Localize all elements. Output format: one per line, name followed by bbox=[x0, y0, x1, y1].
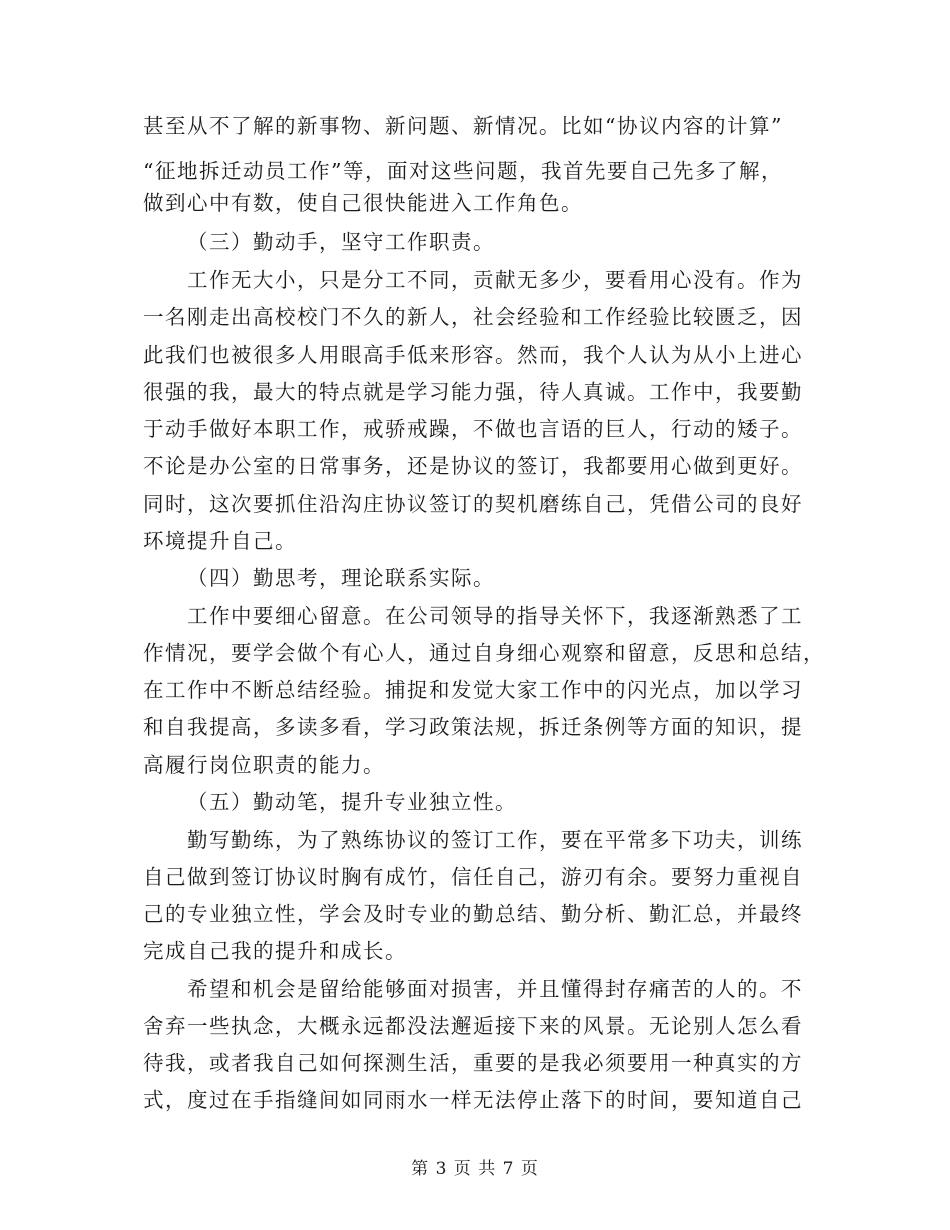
text-line: 作情况，要学会做个有心人，通过自身细心观察和留意，反思和总结， bbox=[143, 641, 825, 665]
text-line: 工作中要细心留意。在公司领导的指导关怀下，我逐渐熟悉了工 bbox=[187, 604, 803, 628]
text-line: 完成自己我的提升和成长。 bbox=[143, 939, 407, 963]
text-line: 工作无大小，只是分工不同，贡献无多少，要看用心没有。作为 bbox=[187, 268, 803, 292]
text-line: 舍弃一些执念，大概永远都没法邂逅接下来的风景。无论别人怎么看 bbox=[143, 1014, 803, 1038]
text-line: 勤写勤练，为了熟练协议的签订工作，要在平常多下功夫，训练 bbox=[187, 828, 803, 852]
text-line: 甚至从不了解的新事物、新问题、新情况。比如“协议内容的计算” bbox=[143, 114, 783, 138]
section-heading-4: （四）勤思考，理论联系实际。 bbox=[187, 566, 495, 590]
text-line: 很强的我，最大的特点就是学习能力强，待人真诚。工作中，我要勤 bbox=[143, 380, 803, 404]
text-line: 和自我提高，多读多看，学习政策法规，拆迁条例等方面的知识，提 bbox=[143, 715, 803, 739]
text-line: 做到心中有数，使自己很快能进入工作角色。 bbox=[143, 191, 583, 215]
text-line: 式，度过在手指缝间如同雨水一样无法停止落下的时间，要知道自己 bbox=[143, 1088, 803, 1112]
text-line: 待我，或者我自己如何探测生活，重要的是我必须要用一种真实的方 bbox=[143, 1051, 803, 1075]
section-heading-5: （五）勤动笔，提升专业独立性。 bbox=[187, 790, 517, 814]
text-line: 希望和机会是留给能够面对损害，并且懂得封存痛苦的人的。不 bbox=[187, 977, 803, 1001]
text-line: 不论是办公室的日常事务，还是协议的签订，我都要用心做到更好。 bbox=[143, 454, 803, 478]
text-line: “征地拆迁动员工作”等，面对这些问题，我首先要自己先多了解， bbox=[143, 159, 783, 183]
text-line: 在工作中不断总结经验。捕捉和发觉大家工作中的闪光点，加以学习 bbox=[143, 678, 803, 702]
text-line: 此我们也被很多人用眼高手低来形容。然而，我个人认为从小上进心 bbox=[143, 343, 803, 367]
section-heading-3: （三）勤动手，坚守工作职责。 bbox=[187, 230, 495, 254]
text-line: 同时，这次要抓住沿沟庄协议签订的契机磨练自己，凭借公司的良好 bbox=[143, 492, 803, 516]
text-line: 环境提升自己。 bbox=[143, 529, 297, 553]
text-line: 自己做到签订协议时胸有成竹，信任自己，游刃有余。要努力重视自 bbox=[143, 865, 803, 889]
text-line: 高履行岗位职责的能力。 bbox=[143, 753, 385, 777]
text-line: 己的专业独立性，学会及时专业的勤总结、勤分析、勤汇总，并最终 bbox=[143, 902, 803, 926]
text-line: 于动手做好本职工作，戒骄戒躁，不做也言语的巨人，行动的矮子。 bbox=[143, 417, 803, 441]
text-line: 一名刚走出高校校门不久的新人，社会经验和工作经验比较匮乏，因 bbox=[143, 305, 803, 329]
page-number-footer: 第 3 页 共 7 页 bbox=[411, 1159, 539, 1179]
